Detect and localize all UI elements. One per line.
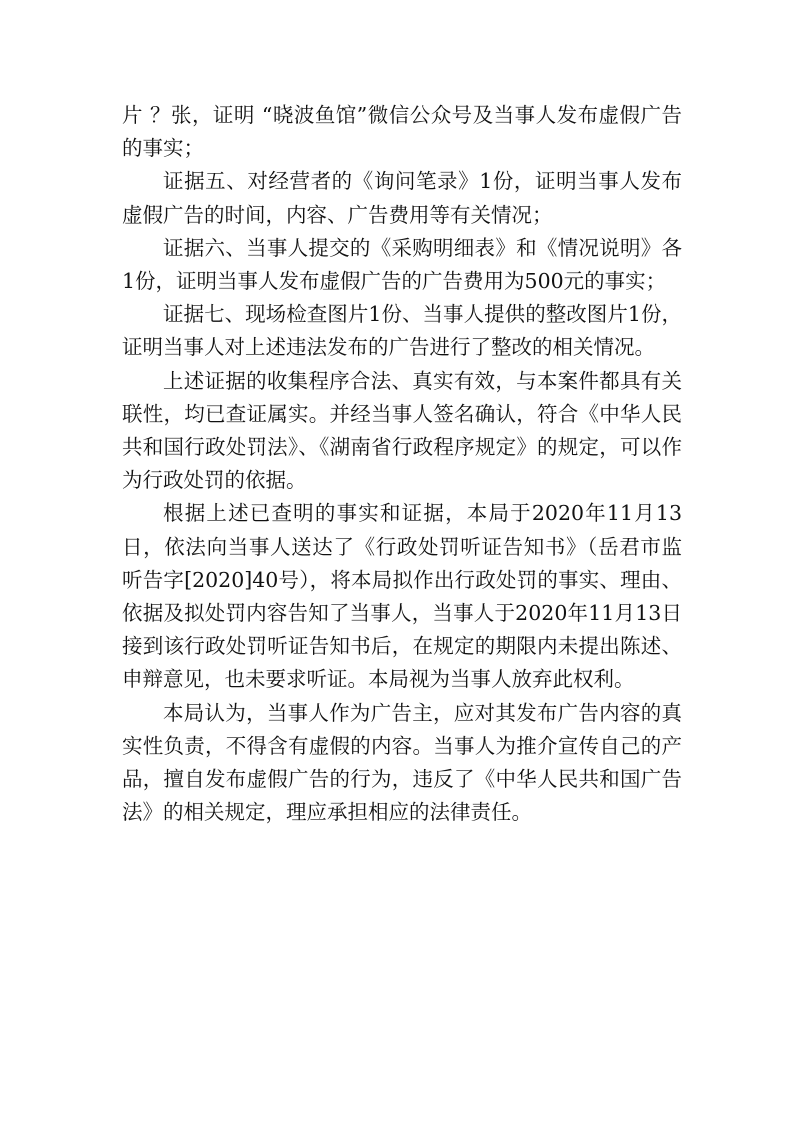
paragraph-evidence-five: 证据五、对经营者的《询问笔录》1份，证明当事人发布虚假广告的时间，内容、广告费用等有关情况； xyxy=(122,169,682,227)
paragraph-evidence-seven: 证据七、现场检查图片1份、当事人提供的整改图片1份，证明当事人对上述违法发布的广告进行了整改的相关情况。 xyxy=(122,302,682,360)
paragraph-hearing-notice: 根据上述已查明的事实和证据，本局于2020年11月13日，依法向当事人送达了《行政处罚听证告知书》（岳君市监听告字[2020]40号），将本局拟作出行政处罚的事实、理由、依据及拟处罚内容告知了当事人，当事人于2020年11月13日接到该行政处罚听证告知书后，在规定的期限内未提出陈述、申辩意见，也未要求听证。本局视为当事人放弃此权利。 xyxy=(122,501,682,692)
paragraph-evidence-validity: 上述证据的收集程序合法、真实有效，与本案件都具有关联性，均已查证属实。并经当事人签名确认，符合《中华人民共和国行政处罚法》、《湖南省行政程序规定》的规定，可以作为行政处罚的依据。 xyxy=(122,368,682,493)
paragraph-bureau-opinion: 本局认为，当事人作为广告主，应对其发布广告内容的真实性负责，不得含有虚假的内容。当事人为推介宣传自己的产品，擅自发布虚假广告的行为，违反了《中华人民共和国广告法》的相关规定，理应承担相应的法律责任。 xyxy=(122,700,682,825)
paragraph-evidence-six: 证据六、当事人提交的《采购明细表》和《情况说明》各1份，证明当事人发布虚假广告的广告费用为500元的事实； xyxy=(122,235,682,294)
paragraph-evidence-four-continued: 片 ？张，证明 “晓波鱼馆”微信公众号及当事人发布虚假广告的事实； xyxy=(122,103,682,161)
document-body xyxy=(122,99,682,829)
